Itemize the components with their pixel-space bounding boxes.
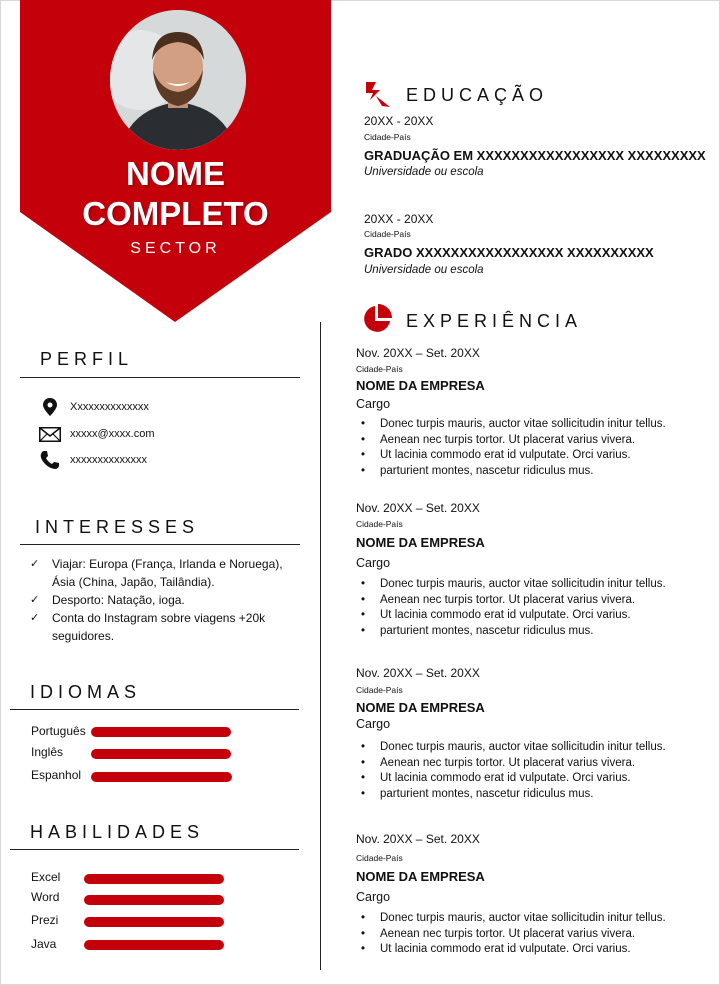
check-icon: ✓ (30, 594, 40, 606)
column-divider (320, 322, 321, 970)
education-dates: 20XX - 20XX (364, 114, 434, 128)
list-item: • parturient montes, nascetur ridiculus mus. (361, 624, 594, 637)
skill-label: Excel (31, 870, 61, 884)
language-label: Inglês (31, 745, 64, 759)
list-item: • Ut lacinia commodo erat id vulputate. Orci varius. (361, 772, 631, 784)
map-pin-icon (38, 397, 62, 417)
skill-bar (84, 940, 224, 950)
list-item: • Aenean nec turpis tortor. Ut placerat varius vivera. (361, 756, 636, 769)
interesses-divider (20, 544, 300, 545)
skill-bar (84, 917, 224, 927)
education-city: Cidade-País (364, 132, 411, 142)
experience-bullets (358, 417, 708, 479)
experience-company: NOME DA EMPRESA (356, 378, 485, 393)
experience-dates: Nov. 20XX – Set. 20XX (356, 346, 480, 360)
list-item: ✓ Desporto: Natação, ioga. (30, 593, 185, 607)
education-school: Universidade ou escola (364, 166, 484, 178)
list-item: • Donec turpis mauris, auctor vitae sollicitudin initur tellus. (361, 418, 666, 430)
educacao-title: EDUCAÇÃO (406, 85, 549, 105)
contact-location (38, 397, 149, 417)
language-bar (91, 727, 231, 737)
experience-bullets (358, 911, 708, 958)
phone-text: xxxxxxxxxxxxxx (70, 454, 147, 466)
experience-city: Cidade-País (356, 853, 403, 863)
list-item: • Aenean nec turpis tortor. Ut placerat varius vivera. (361, 433, 636, 446)
skill-bar (84, 895, 224, 905)
experience-company: NOME DA EMPRESA (356, 869, 485, 884)
habilidades-divider (10, 849, 299, 850)
header-banner (20, 0, 331, 322)
list-item: • Aenean nec turpis tortor. Ut placerat varius vivera. (361, 927, 636, 940)
email-text: xxxxx@xxxx.com (70, 428, 155, 440)
name-line-1: NOME (126, 155, 225, 192)
experience-dates: Nov. 20XX – Set. 20XX (356, 501, 480, 515)
experience-role: Cargo (356, 397, 391, 411)
education-degree: GRADO XXXXXXXXXXXXXXXXX XXXXXXXXXX (364, 245, 654, 260)
education-city: Cidade-País (364, 229, 411, 239)
language-bar (91, 772, 232, 782)
language-label: Português (31, 724, 86, 738)
list-item: • Ut lacinia commodo erat id vulputate. Orci varius. (361, 943, 631, 955)
check-icon: ✓ (30, 558, 40, 570)
list-item: • parturient montes, nascetur ridiculus mus. (361, 787, 594, 800)
location-text: Xxxxxxxxxxxxxx (70, 401, 149, 413)
experience-role: Cargo (356, 717, 391, 731)
experience-city: Cidade-País (356, 685, 403, 695)
idiomas-divider (10, 709, 299, 710)
perfil-title: PERFIL (40, 349, 134, 369)
experience-role: Cargo (356, 556, 391, 570)
experience-dates: Nov. 20XX – Set. 20XX (356, 666, 480, 680)
education-school: Universidade ou escola (364, 264, 484, 276)
language-label: Espanhol (31, 768, 82, 782)
skill-label: Java (31, 937, 57, 951)
experience-role: Cargo (356, 890, 391, 904)
profile-photo (110, 10, 246, 150)
skill-label: Prezi (31, 913, 59, 927)
list-item: • Donec turpis mauris, auctor vitae sollicitudin initur tellus. (361, 741, 666, 753)
sector-label: SECTOR (130, 240, 221, 257)
envelope-icon (38, 424, 62, 444)
contact-phone (38, 450, 147, 470)
pie-icon (361, 303, 393, 340)
perfil-divider (20, 377, 300, 378)
list-item: • Donec turpis mauris, auctor vitae sollicitudin initur tellus. (361, 578, 666, 590)
list-item: ✓ Viajar: Europa (França, Irlanda e Noruega), Ásia (China, Japão, Tailândia). (30, 557, 283, 589)
education-degree: GRADUAÇÃO EM XXXXXXXXXXXXXXXXX XXXXXXXXX (364, 148, 706, 163)
list-item: • Ut lacinia commodo erat id vulputate. Orci varius. (361, 449, 631, 461)
interests-list (30, 555, 310, 645)
lightning-icon (362, 80, 392, 115)
experience-company: NOME DA EMPRESA (356, 700, 485, 715)
experiencia-title: EXPERIÊNCIA (406, 311, 583, 331)
idiomas-title: IDIOMAS (30, 682, 142, 702)
skill-label: Word (31, 890, 60, 904)
contact-email (38, 424, 155, 444)
phone-icon (38, 450, 62, 470)
list-item: • parturient montes, nascetur ridiculus mus. (361, 464, 594, 477)
language-bar (91, 749, 231, 759)
skill-bar (84, 874, 224, 884)
experience-bullets (358, 577, 708, 639)
experience-city: Cidade-País (356, 519, 403, 529)
list-item: • Donec turpis mauris, auctor vitae sollicitudin initur tellus. (361, 912, 666, 924)
name-line-2: COMPLETO (82, 195, 269, 232)
experience-bullets (358, 740, 708, 802)
habilidades-title: HABILIDADES (30, 822, 205, 842)
interesses-title: INTERESSES (35, 517, 200, 537)
education-dates: 20XX - 20XX (364, 212, 434, 226)
experience-company: NOME DA EMPRESA (356, 535, 485, 550)
experience-city: Cidade-País (356, 364, 403, 374)
list-item: • Aenean nec turpis tortor. Ut placerat varius vivera. (361, 593, 636, 606)
experience-dates: Nov. 20XX – Set. 20XX (356, 832, 480, 846)
check-icon: ✓ (30, 612, 40, 624)
list-item: • Ut lacinia commodo erat id vulputate. Orci varius. (361, 609, 631, 621)
list-item: ✓ Conta do Instagram sobre viagens +20k seguidores. (30, 611, 266, 643)
